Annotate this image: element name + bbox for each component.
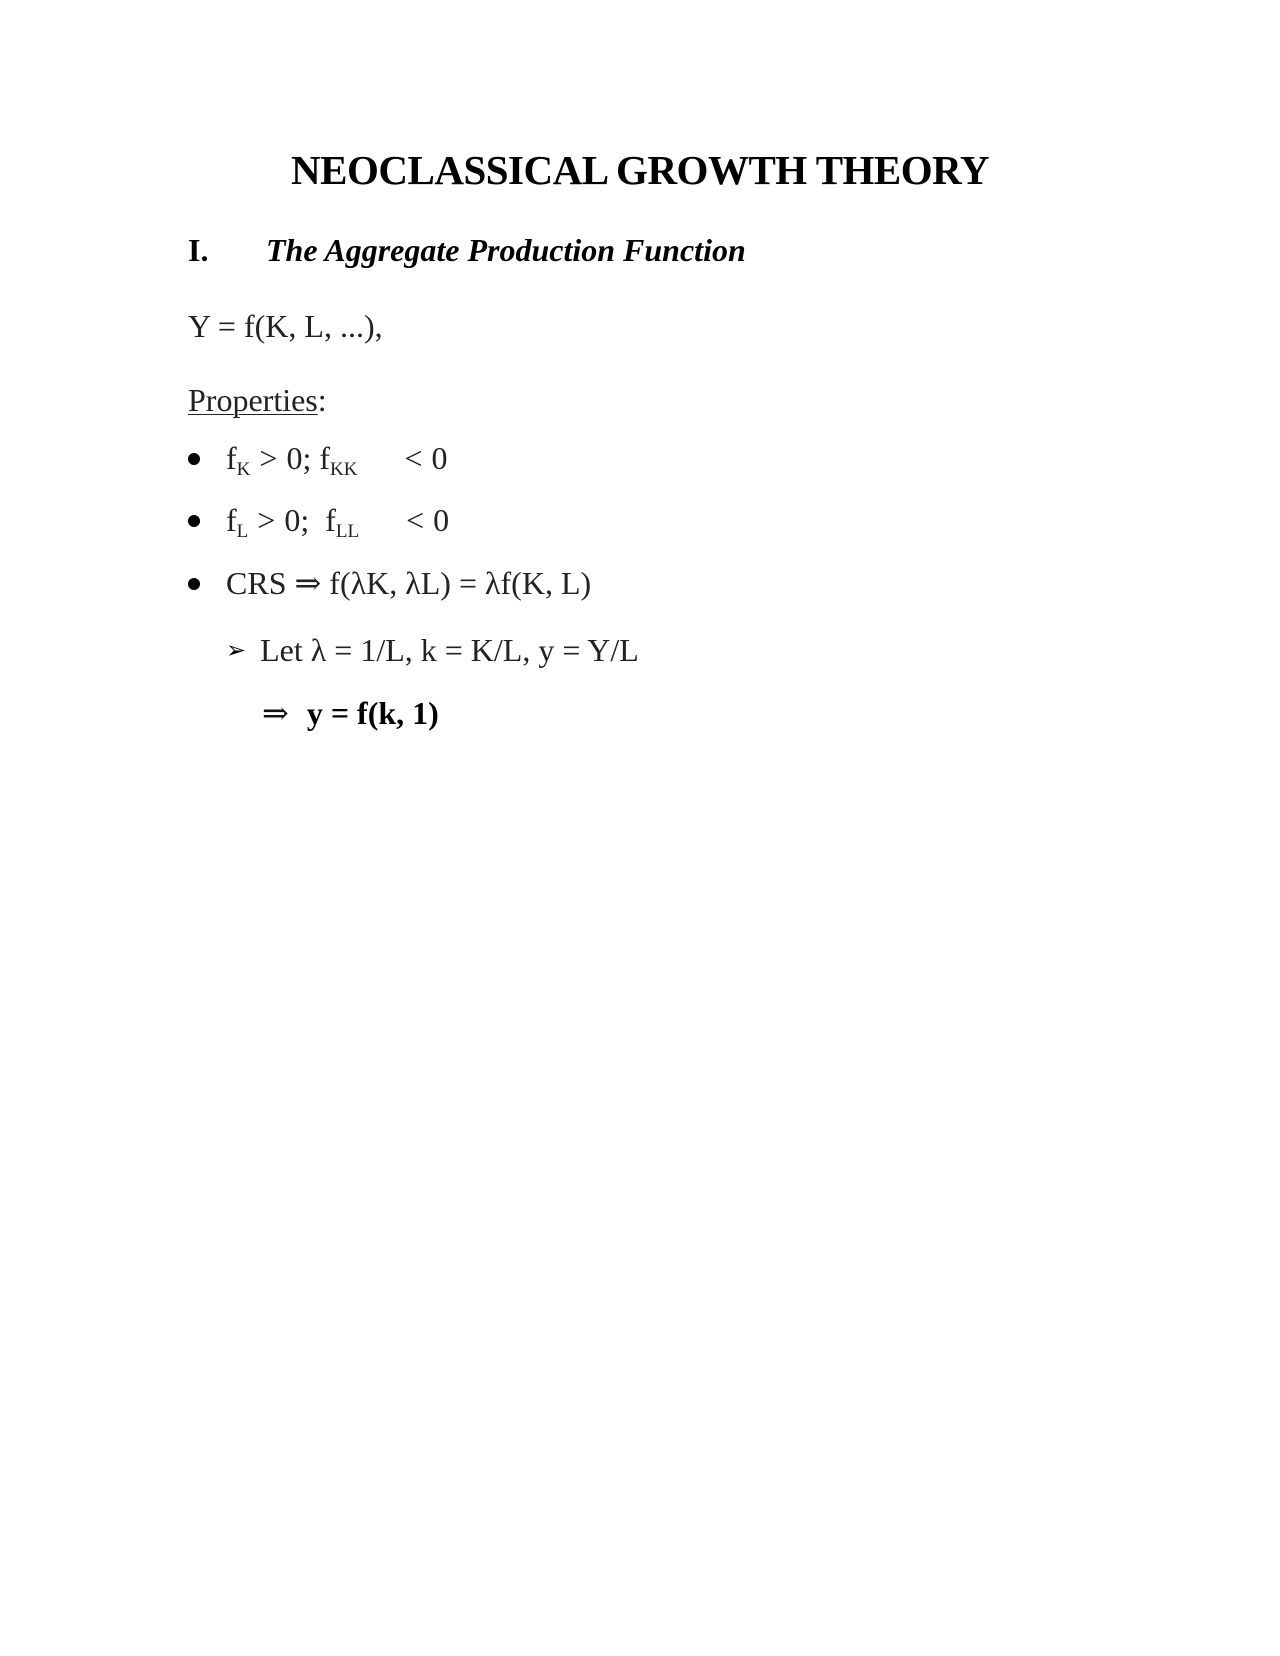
subscript: KK xyxy=(329,459,358,480)
production-function-equation: Y = f(K, L, ...), xyxy=(188,308,383,344)
subscript: LL xyxy=(335,521,360,542)
f-symbol: f xyxy=(226,440,237,476)
section-number: I. xyxy=(188,232,209,268)
zero-value: 0; xyxy=(284,502,310,538)
f-symbol: f xyxy=(325,502,336,538)
f-symbol: f xyxy=(226,502,237,538)
bullet-icon xyxy=(188,453,200,465)
property-bullet-crs xyxy=(188,564,591,602)
intensive-form-equation: y = f(k, 1) xyxy=(306,695,439,731)
properties-heading xyxy=(188,382,327,419)
intensive-form-result xyxy=(262,694,439,732)
document-title: NEOCLASSICAL GROWTH THEORY xyxy=(291,147,989,193)
property-text xyxy=(226,502,450,542)
bullet-icon xyxy=(188,515,200,527)
greater-than: > xyxy=(259,440,278,476)
subscript: L xyxy=(236,521,249,542)
property-bullet-labor xyxy=(188,502,450,542)
less-than: < xyxy=(406,502,425,538)
property-bullet-capital xyxy=(188,440,448,480)
bullet-icon xyxy=(188,578,200,590)
substitution-sub-bullet xyxy=(226,632,639,669)
zero-value: 0 xyxy=(431,440,448,476)
f-symbol: f xyxy=(319,440,330,476)
zero-value: 0 xyxy=(433,502,450,538)
section-title: The Aggregate Production Function xyxy=(266,232,746,268)
subscript: K xyxy=(236,459,251,480)
property-text xyxy=(226,440,448,480)
less-than: < xyxy=(404,440,423,476)
crs-statement: CRS ⇒ f(λK, λL) = λf(K, L) xyxy=(226,565,592,601)
zero-value: 0; xyxy=(286,440,312,476)
properties-colon: : xyxy=(317,382,327,418)
substitution-text: Let λ = 1/L, k = K/L, y = Y/L xyxy=(260,632,639,668)
implies-icon: ⇒ xyxy=(262,695,289,731)
greater-than: > xyxy=(257,502,276,538)
arrowhead-bullet-icon: ➢ xyxy=(226,638,247,664)
properties-label-text: Properties xyxy=(188,382,318,418)
